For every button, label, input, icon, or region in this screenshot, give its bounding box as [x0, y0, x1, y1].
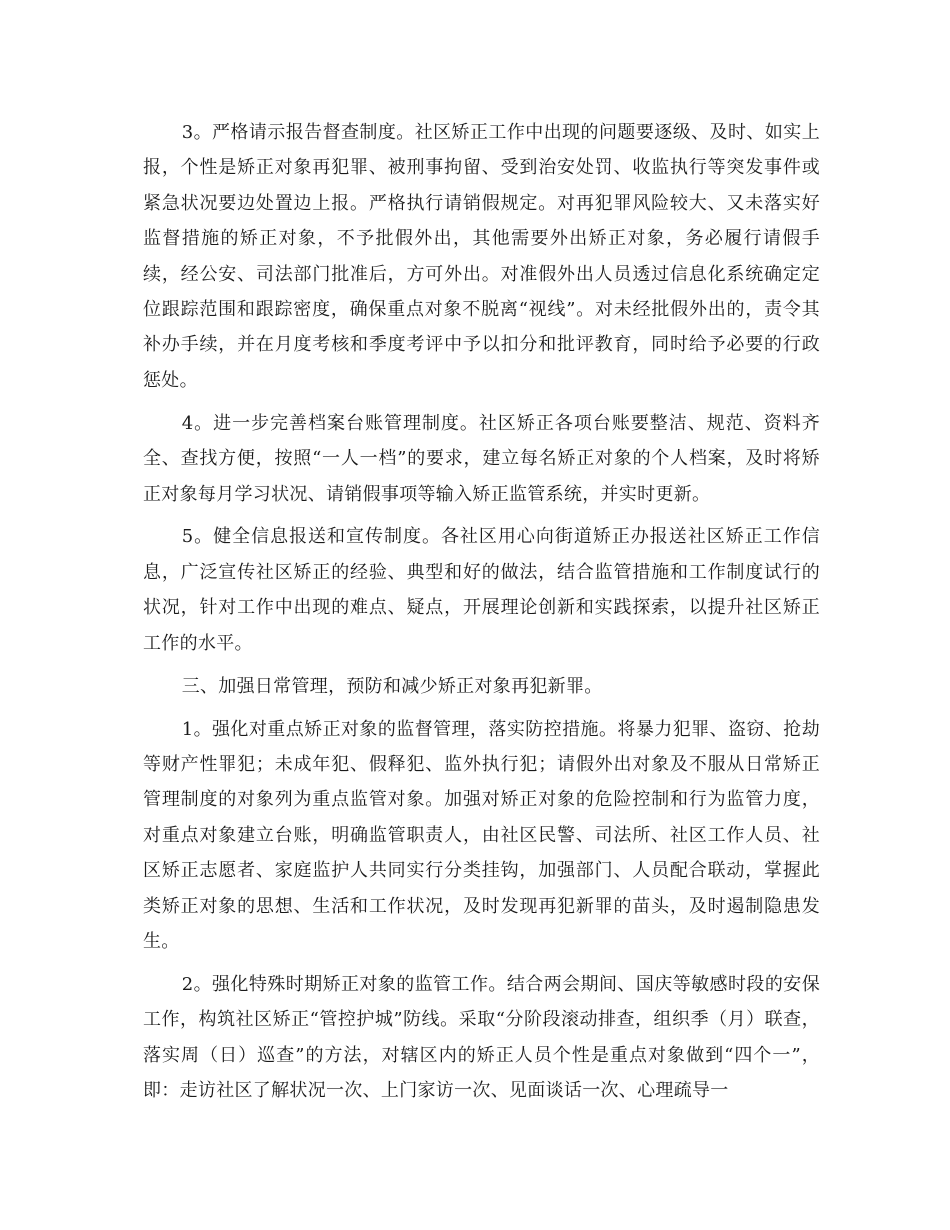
paragraph-key-object-supervision: 1。强化对重点矫正对象的监督管理，落实防控措施。将暴力犯罪、盗窃、抢劫等财产性罪犯；未成年犯、假释犯、监外执行犯；请假外出对象及不服从日常矫正管理制度的对象列为重点监管对象。加强对矫正对象的危险控制和行为监管力度，对重点对象建立台账，明确监管职责人，由社区民警、司法所、社区工作人员、社区矫正志愿者、家庭监护人共同实行分类挂钩，加强部门、人员配合联动，掌握此类矫正对象的思想、生活和工作状况，及时发现再犯新罪的苗头，及时遏制隐患发生。 [143, 718, 820, 952]
paragraph-archive-management: 4。进一步完善档案台账管理制度。社区矫正各项台账要整洁、规范、资料齐全、查找方便，按照“一人一档”的要求，建立每名矫正对象的个人档案，及时将矫正对象每月学习状况、请销假事项等输入矫正监管系统，并实时更新。 [143, 412, 820, 505]
document-body [143, 115, 820, 1108]
paragraph-report-supervision: 3。严格请示报告督查制度。社区矫正工作中出现的问题要逐级、及时、如实上报，个性是矫正对象再犯罪、被刑事拘留、受到治安处罚、收监执行等突发事件或紧急状况要边处置边上报。严格执行请销假规定。对再犯罪风险较大、又未落实好监督措施的矫正对象，不予批假外出，其他需要外出矫正对象，务必履行请假手续，经公安、司法部门批准后，方可外出。对准假外出人员透过信息化系统确定定位跟踪范围和跟踪密度，确保重点对象不脱离“视线”。对未经批假外出的，责令其补办手续，并在月度考核和季度考评中予以扣分和批评教育，同时给予必要的行政惩处。 [143, 122, 820, 391]
section-heading-daily-management: 三、加强日常管理，预防和减少矫正对象再犯新罪。 [181, 675, 603, 697]
paragraph-information-reporting: 5。健全信息报送和宣传制度。各社区用心向街道矫正办报送社区矫正工作信息，广泛宣传社区矫正的经验、典型和好的做法，结合监管措施和工作制度试行的状况，针对工作中出现的难点、疑点，开展理论创新和实践探索，以提升社区矫正工作的水平。 [143, 526, 820, 654]
paragraph-special-period-supervision: 2。强化特殊时期矫正对象的监管工作。结合两会期间、国庆等敏感时段的安保工作，构筑社区矫正“管控护城”防线。采取“分阶段滚动排查，组织季（月）联查，落实周（日）巡查”的方法，对辖区内的矫正人员个性是重点对象做到“四个一”，即：走访社区了解状况一次、上门家访一次、见面谈话一次、心理疏导一 [143, 973, 820, 1102]
